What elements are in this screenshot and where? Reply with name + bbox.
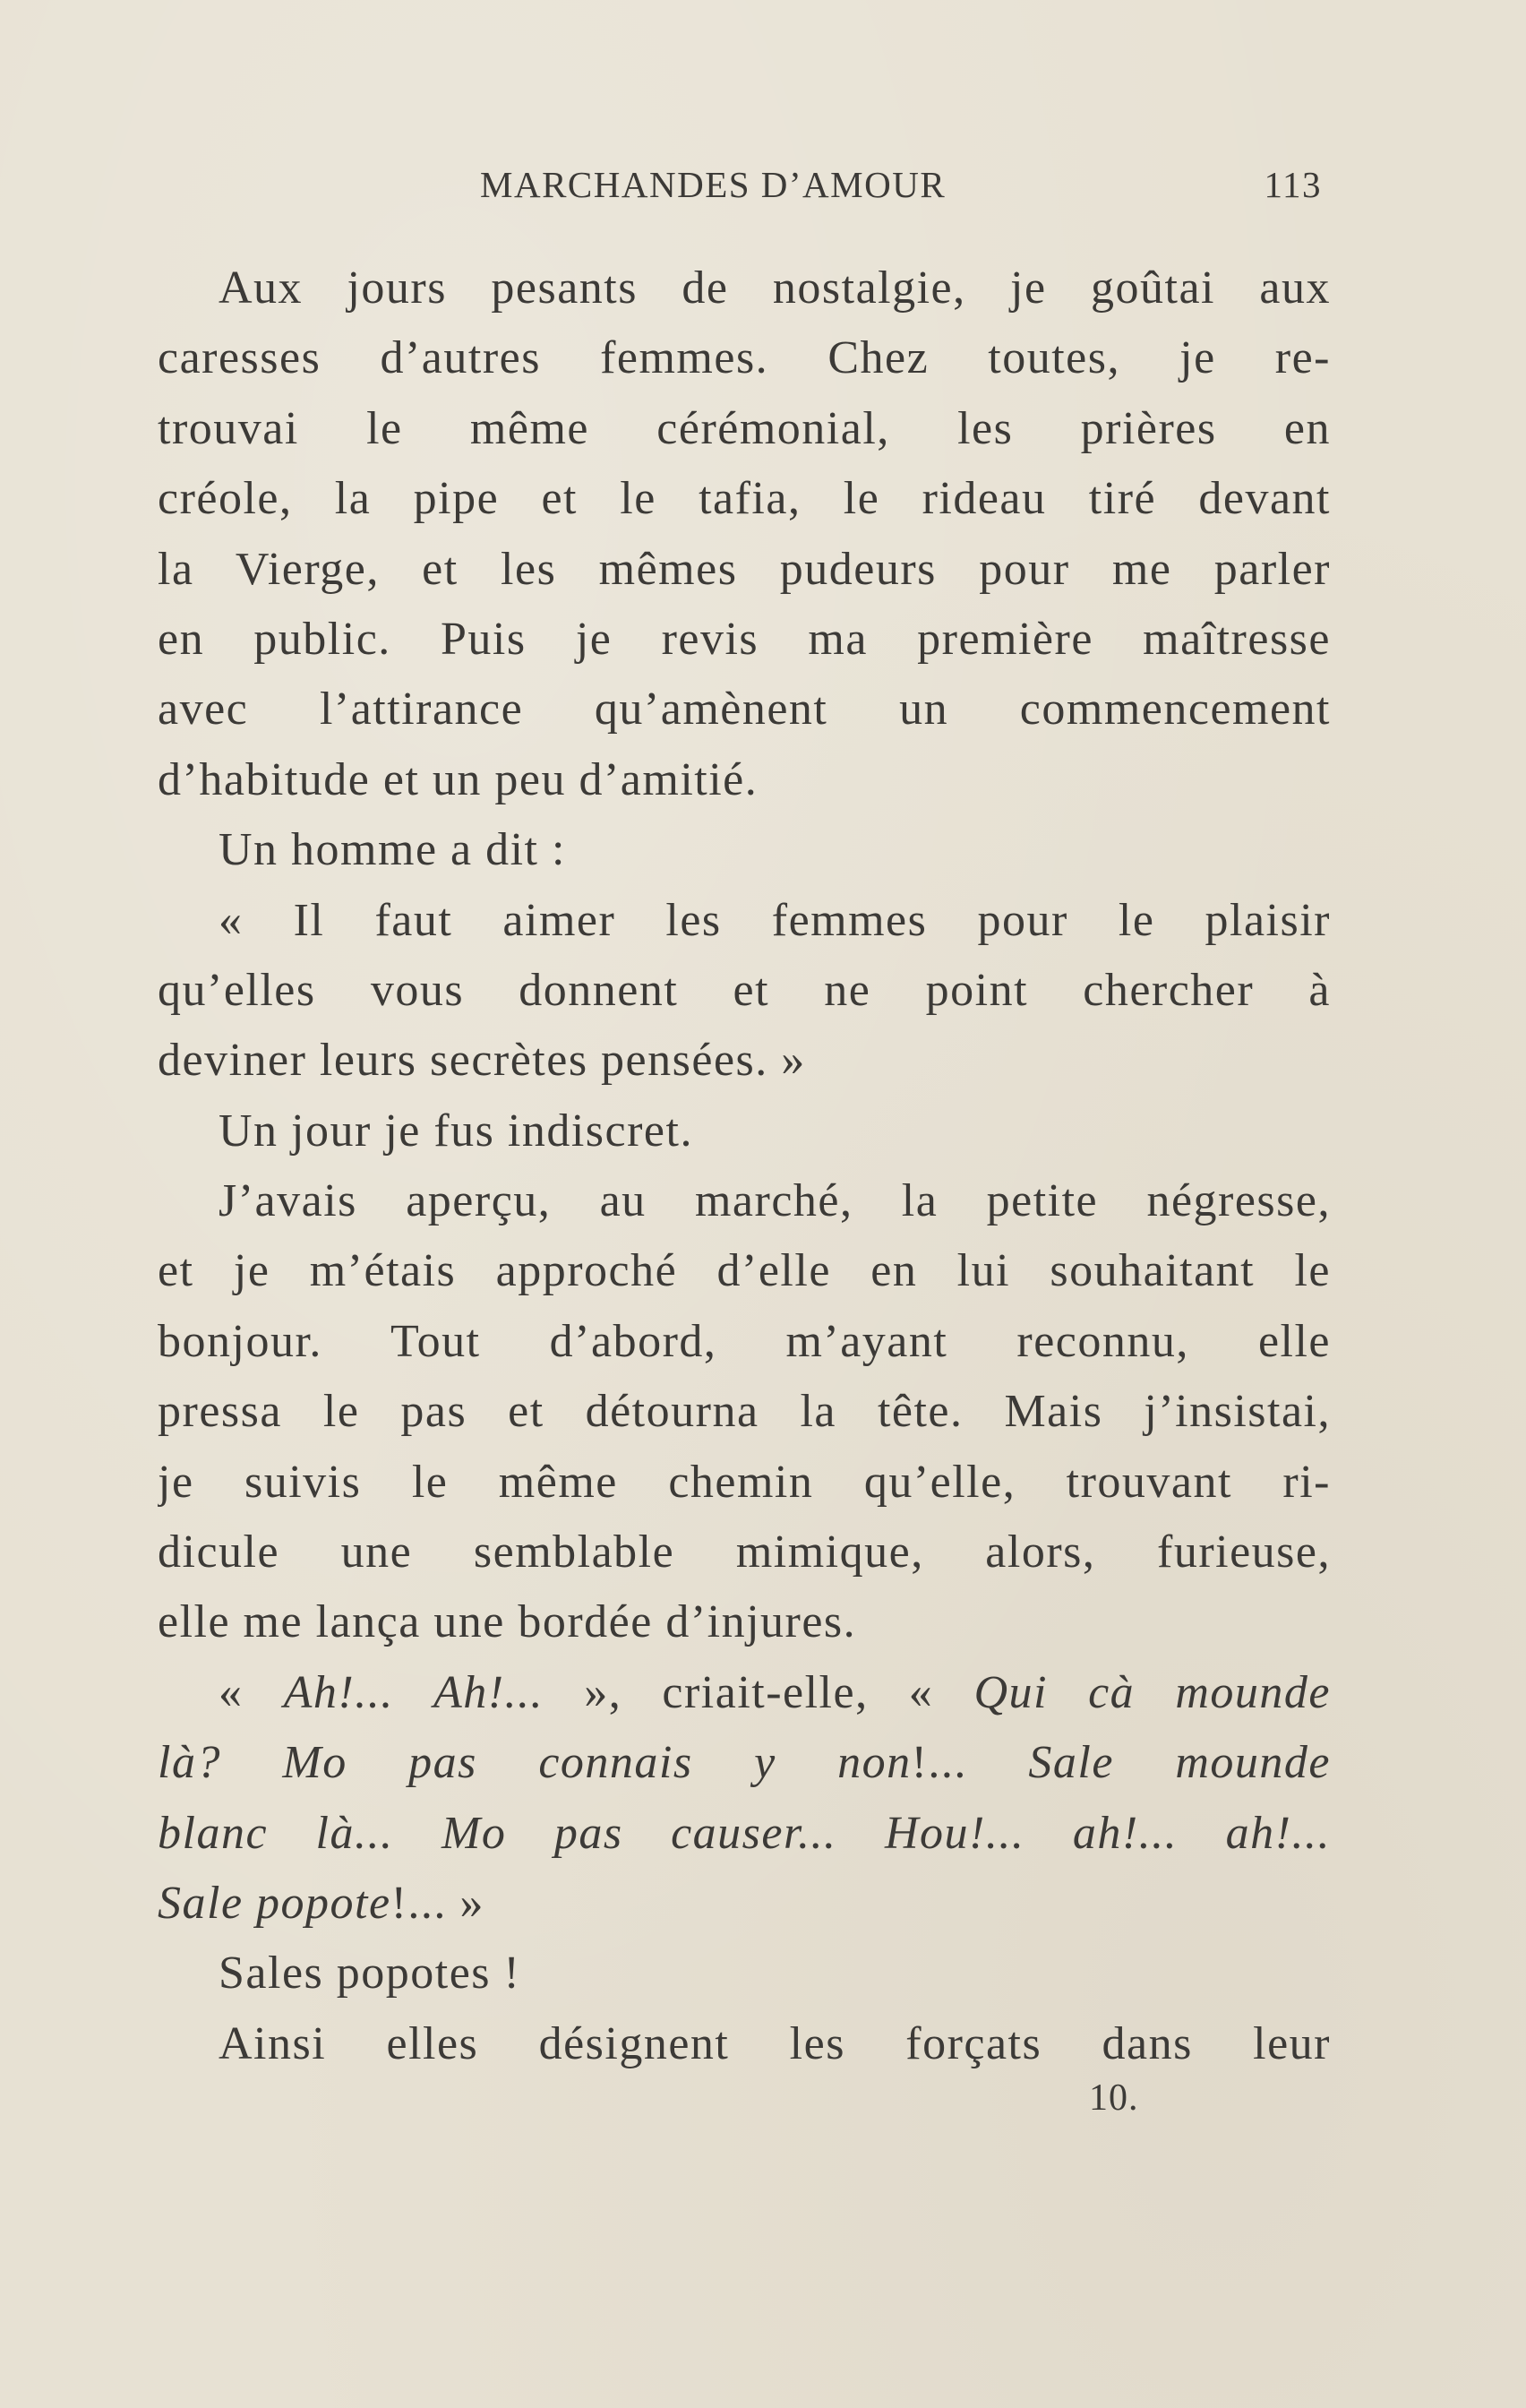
text-line: en public. Puis je revis ma première maîtresse bbox=[158, 613, 1331, 665]
quote-open: « bbox=[219, 1666, 284, 1718]
punctuation: !... bbox=[911, 1737, 1029, 1789]
text-line: qu’elles vous donnent et ne point chercher à bbox=[158, 964, 1331, 1016]
page-header bbox=[158, 163, 1331, 217]
text-line: Un jour je fus indiscret. bbox=[219, 1105, 693, 1157]
text-line: bonjour. Tout d’abord, m’ayant reconnu, elle bbox=[158, 1315, 1331, 1367]
page-number: 113 bbox=[1264, 164, 1322, 205]
text-line: et je m’étais approché d’elle en lui souhaitant le bbox=[158, 1245, 1331, 1297]
text-line: je suivis le même chemin qu’elle, trouvant ri- bbox=[158, 1456, 1331, 1508]
running-title: MARCHANDES D’AMOUR bbox=[480, 164, 947, 205]
creole-speech: Ah!... Ah!... bbox=[283, 1666, 544, 1718]
text-line: trouvai le même cérémonial, les prières en bbox=[158, 402, 1331, 454]
text-line: caresses d’autres femmes. Chez toutes, je re- bbox=[158, 332, 1331, 384]
text-line: Aux jours pesants de nostalgie, je goûtai aux bbox=[219, 262, 1331, 314]
narration: », criait-elle, « bbox=[544, 1666, 974, 1718]
dialogue-line bbox=[158, 1658, 1331, 1728]
text-line: dicule une semblable mimique, alors, furieuse, bbox=[158, 1526, 1331, 1578]
text-line: la Vierge, et les mêmes pudeurs pour me parler bbox=[158, 543, 1331, 595]
text-line: deviner leurs secrètes pensées. » bbox=[158, 1035, 806, 1087]
creole-speech: blanc là... Mo pas causer... Hou!... ah!... ah!... bbox=[158, 1807, 1331, 1859]
text-line: avec l’attirance qu’amènent un commencement bbox=[158, 684, 1331, 735]
quote-close: !... » bbox=[390, 1877, 484, 1929]
text-line: créole, la pipe et le tafia, le rideau tiré devant bbox=[158, 473, 1331, 525]
body-text bbox=[158, 254, 1331, 2079]
text-line: Sales popotes ! bbox=[219, 1948, 521, 2000]
text-line: J’avais aperçu, au marché, la petite négresse, bbox=[219, 1175, 1331, 1227]
dialogue-line bbox=[158, 1799, 1331, 1869]
text-line: « Il faut aimer les femmes pour le plaisir bbox=[219, 894, 1331, 946]
creole-speech: Qui cà mounde bbox=[973, 1666, 1331, 1718]
text-line: pressa le pas et détourna la tête. Mais j’insistai, bbox=[158, 1386, 1331, 1438]
dialogue-line bbox=[158, 1869, 1331, 1939]
creole-speech: Sale popote bbox=[158, 1877, 391, 1929]
text-line: d’habitude et un peu d’amitié. bbox=[158, 753, 759, 805]
creole-speech: là? Mo pas connais y non bbox=[158, 1737, 912, 1789]
creole-speech: Sale mounde bbox=[1028, 1737, 1331, 1789]
text-line: Ainsi elles désignent les forçats dans leur bbox=[219, 2017, 1331, 2069]
signature-mark: 10. bbox=[1089, 2077, 1139, 2119]
text-line: elle me lança une bordée d’injures. bbox=[158, 1596, 857, 1648]
dialogue-line bbox=[158, 1728, 1331, 1798]
text-line: Un homme a dit : bbox=[219, 824, 566, 876]
